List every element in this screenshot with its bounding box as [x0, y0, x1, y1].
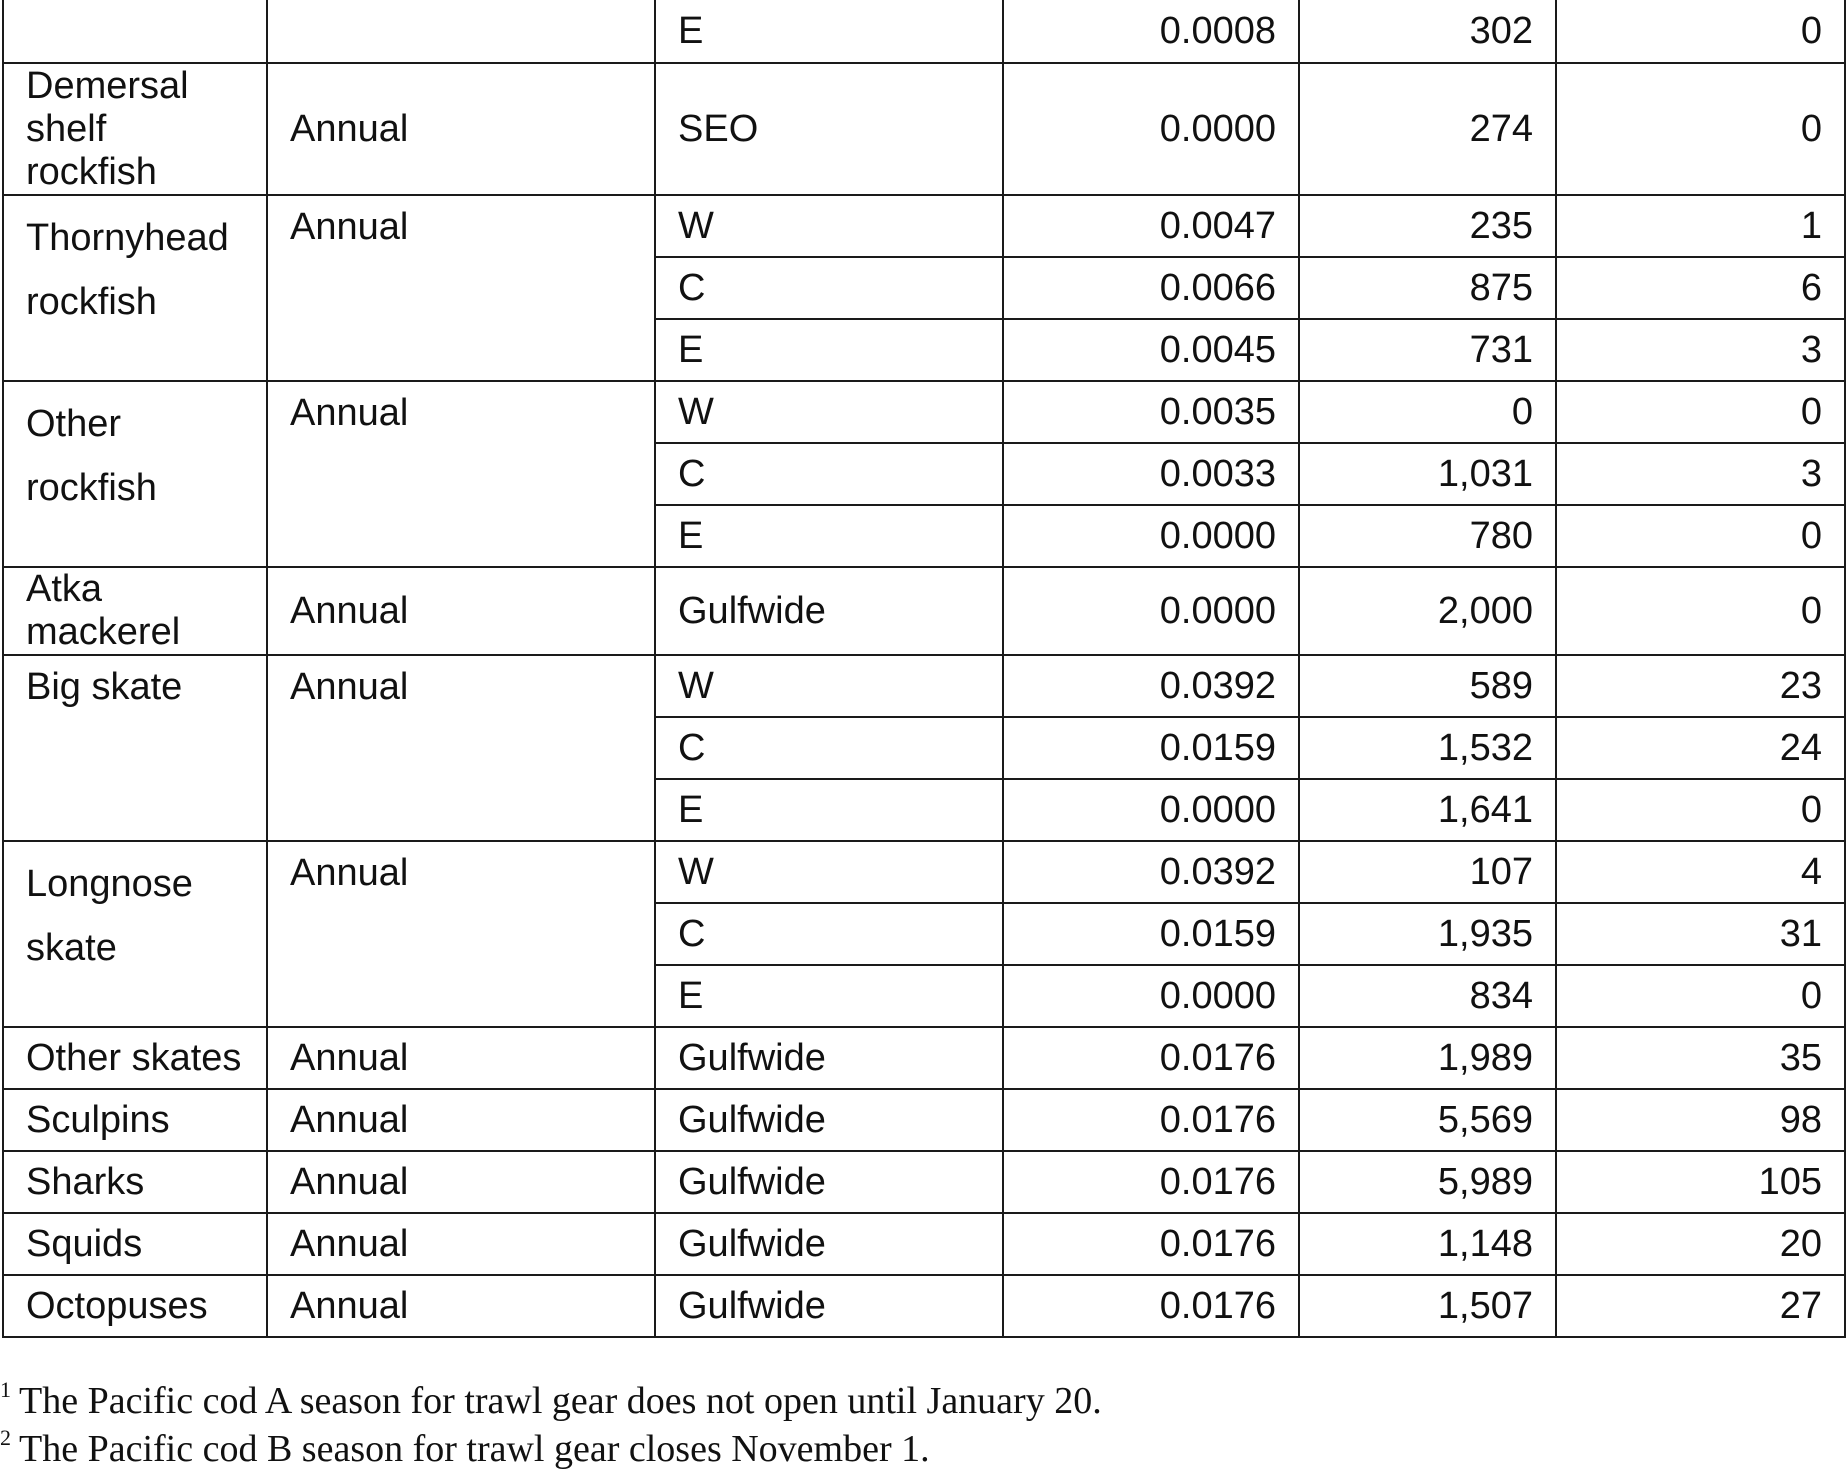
tac-cell: 1,641: [1299, 779, 1556, 841]
amount-cell: 27: [1556, 1275, 1845, 1337]
amount-cell: 23: [1556, 655, 1845, 717]
area-cell: Gulfwide: [655, 1151, 1003, 1213]
amount-cell: 0: [1556, 381, 1845, 443]
area-cell: E: [655, 965, 1003, 1027]
amount-cell: 24: [1556, 717, 1845, 779]
table-row: [3, 567, 1845, 655]
rate-cell: 0.0159: [1003, 903, 1299, 965]
area-cell: C: [655, 443, 1003, 505]
area-cell: E: [655, 779, 1003, 841]
area-cell: C: [655, 717, 1003, 779]
tac-cell: 274: [1299, 63, 1556, 195]
season-cell: Annual: [267, 1275, 655, 1337]
tac-cell: 1,031: [1299, 443, 1556, 505]
tac-cell: 1,532: [1299, 717, 1556, 779]
area-cell: SEO: [655, 63, 1003, 195]
footnote-mark: 1: [0, 1377, 11, 1402]
amount-cell: 0: [1556, 63, 1845, 195]
species-cell: Longnose skate: [3, 841, 267, 1027]
area-cell: Gulfwide: [655, 1027, 1003, 1089]
season-cell: Annual: [267, 195, 655, 381]
amount-cell: 105: [1556, 1151, 1845, 1213]
area-cell: E: [655, 319, 1003, 381]
rate-cell: 0.0033: [1003, 443, 1299, 505]
species-cell: Sharks: [3, 1151, 267, 1213]
species-cell: Thornyhead rockfish: [3, 195, 267, 381]
species-cell: Octopuses: [3, 1275, 267, 1337]
area-cell: W: [655, 841, 1003, 903]
rate-cell: 0.0000: [1003, 779, 1299, 841]
rate-cell: 0.0176: [1003, 1089, 1299, 1151]
rate-cell: 0.0008: [1003, 0, 1299, 63]
season-cell: Annual: [267, 1089, 655, 1151]
species-cell: Big skate: [3, 655, 267, 841]
bycatch-table: [2, 0, 1846, 1338]
footnote-text: The Pacific cod B season for trawl gear closes November 1.: [19, 1428, 930, 1470]
tac-cell: 302: [1299, 0, 1556, 63]
rate-cell: 0.0176: [1003, 1151, 1299, 1213]
tac-cell: 1,935: [1299, 903, 1556, 965]
tac-cell: 834: [1299, 965, 1556, 1027]
amount-cell: 4: [1556, 841, 1845, 903]
area-cell: Gulfwide: [655, 567, 1003, 655]
table-row: [3, 381, 1845, 443]
rate-cell: 0.0392: [1003, 841, 1299, 903]
tac-cell: 1,507: [1299, 1275, 1556, 1337]
area-cell: Gulfwide: [655, 1275, 1003, 1337]
species-cell: Demersal shelf rockfish: [3, 63, 267, 195]
rate-cell: 0.0066: [1003, 257, 1299, 319]
rate-cell: 0.0176: [1003, 1027, 1299, 1089]
rate-cell: 0.0159: [1003, 717, 1299, 779]
table-row: [3, 1151, 1845, 1213]
table-row: [3, 1275, 1845, 1337]
area-cell: W: [655, 195, 1003, 257]
tac-cell: 1,989: [1299, 1027, 1556, 1089]
footnote: [0, 1366, 1102, 1422]
tac-cell: 1,148: [1299, 1213, 1556, 1275]
tac-cell: 875: [1299, 257, 1556, 319]
tac-cell: 5,989: [1299, 1151, 1556, 1213]
tac-cell: 589: [1299, 655, 1556, 717]
area-cell: E: [655, 505, 1003, 567]
tac-cell: 107: [1299, 841, 1556, 903]
rate-cell: 0.0000: [1003, 63, 1299, 195]
rate-cell: 0.0000: [1003, 505, 1299, 567]
season-cell: [267, 0, 655, 63]
footnotes: [0, 1366, 1102, 1470]
area-cell: W: [655, 655, 1003, 717]
amount-cell: 0: [1556, 567, 1845, 655]
rate-cell: 0.0176: [1003, 1275, 1299, 1337]
area-cell: Gulfwide: [655, 1213, 1003, 1275]
table-row: [3, 655, 1845, 717]
amount-cell: 3: [1556, 443, 1845, 505]
area-cell: C: [655, 903, 1003, 965]
rate-cell: 0.0000: [1003, 965, 1299, 1027]
season-cell: Annual: [267, 1027, 655, 1089]
season-cell: Annual: [267, 1213, 655, 1275]
table-row: [3, 1027, 1845, 1089]
table-row: [3, 1213, 1845, 1275]
amount-cell: 98: [1556, 1089, 1845, 1151]
footnote-text: The Pacific cod A season for trawl gear does not open until January 20.: [19, 1380, 1102, 1422]
amount-cell: 35: [1556, 1027, 1845, 1089]
tac-cell: 0: [1299, 381, 1556, 443]
rate-cell: 0.0000: [1003, 567, 1299, 655]
rate-cell: 0.0392: [1003, 655, 1299, 717]
tac-cell: 780: [1299, 505, 1556, 567]
amount-cell: 6: [1556, 257, 1845, 319]
season-cell: Annual: [267, 841, 655, 1027]
tac-cell: 5,569: [1299, 1089, 1556, 1151]
species-cell: Squids: [3, 1213, 267, 1275]
species-cell: Other skates: [3, 1027, 267, 1089]
table-row: [3, 63, 1845, 195]
table-row: [3, 841, 1845, 903]
season-cell: Annual: [267, 655, 655, 841]
area-cell: W: [655, 381, 1003, 443]
rate-cell: 0.0045: [1003, 319, 1299, 381]
season-cell: Annual: [267, 381, 655, 567]
tac-cell: 235: [1299, 195, 1556, 257]
table-row: [3, 195, 1845, 257]
rate-cell: 0.0176: [1003, 1213, 1299, 1275]
amount-cell: 0: [1556, 0, 1845, 63]
species-cell: [3, 0, 267, 63]
tac-cell: 731: [1299, 319, 1556, 381]
amount-cell: 31: [1556, 903, 1845, 965]
area-cell: C: [655, 257, 1003, 319]
area-cell: E: [655, 0, 1003, 63]
amount-cell: 20: [1556, 1213, 1845, 1275]
season-cell: Annual: [267, 1151, 655, 1213]
footnote-mark: 2: [0, 1425, 11, 1450]
amount-cell: 3: [1556, 319, 1845, 381]
amount-cell: 0: [1556, 779, 1845, 841]
table-row: [3, 1089, 1845, 1151]
area-cell: Gulfwide: [655, 1089, 1003, 1151]
tac-cell: 2,000: [1299, 567, 1556, 655]
amount-cell: 0: [1556, 505, 1845, 567]
table-row: [3, 0, 1845, 63]
species-cell: Atka mackerel: [3, 567, 267, 655]
season-cell: Annual: [267, 63, 655, 195]
rate-cell: 0.0035: [1003, 381, 1299, 443]
season-cell: Annual: [267, 567, 655, 655]
rate-cell: 0.0047: [1003, 195, 1299, 257]
amount-cell: 0: [1556, 965, 1845, 1027]
species-cell: Other rockfish: [3, 381, 267, 567]
amount-cell: 1: [1556, 195, 1845, 257]
species-cell: Sculpins: [3, 1089, 267, 1151]
